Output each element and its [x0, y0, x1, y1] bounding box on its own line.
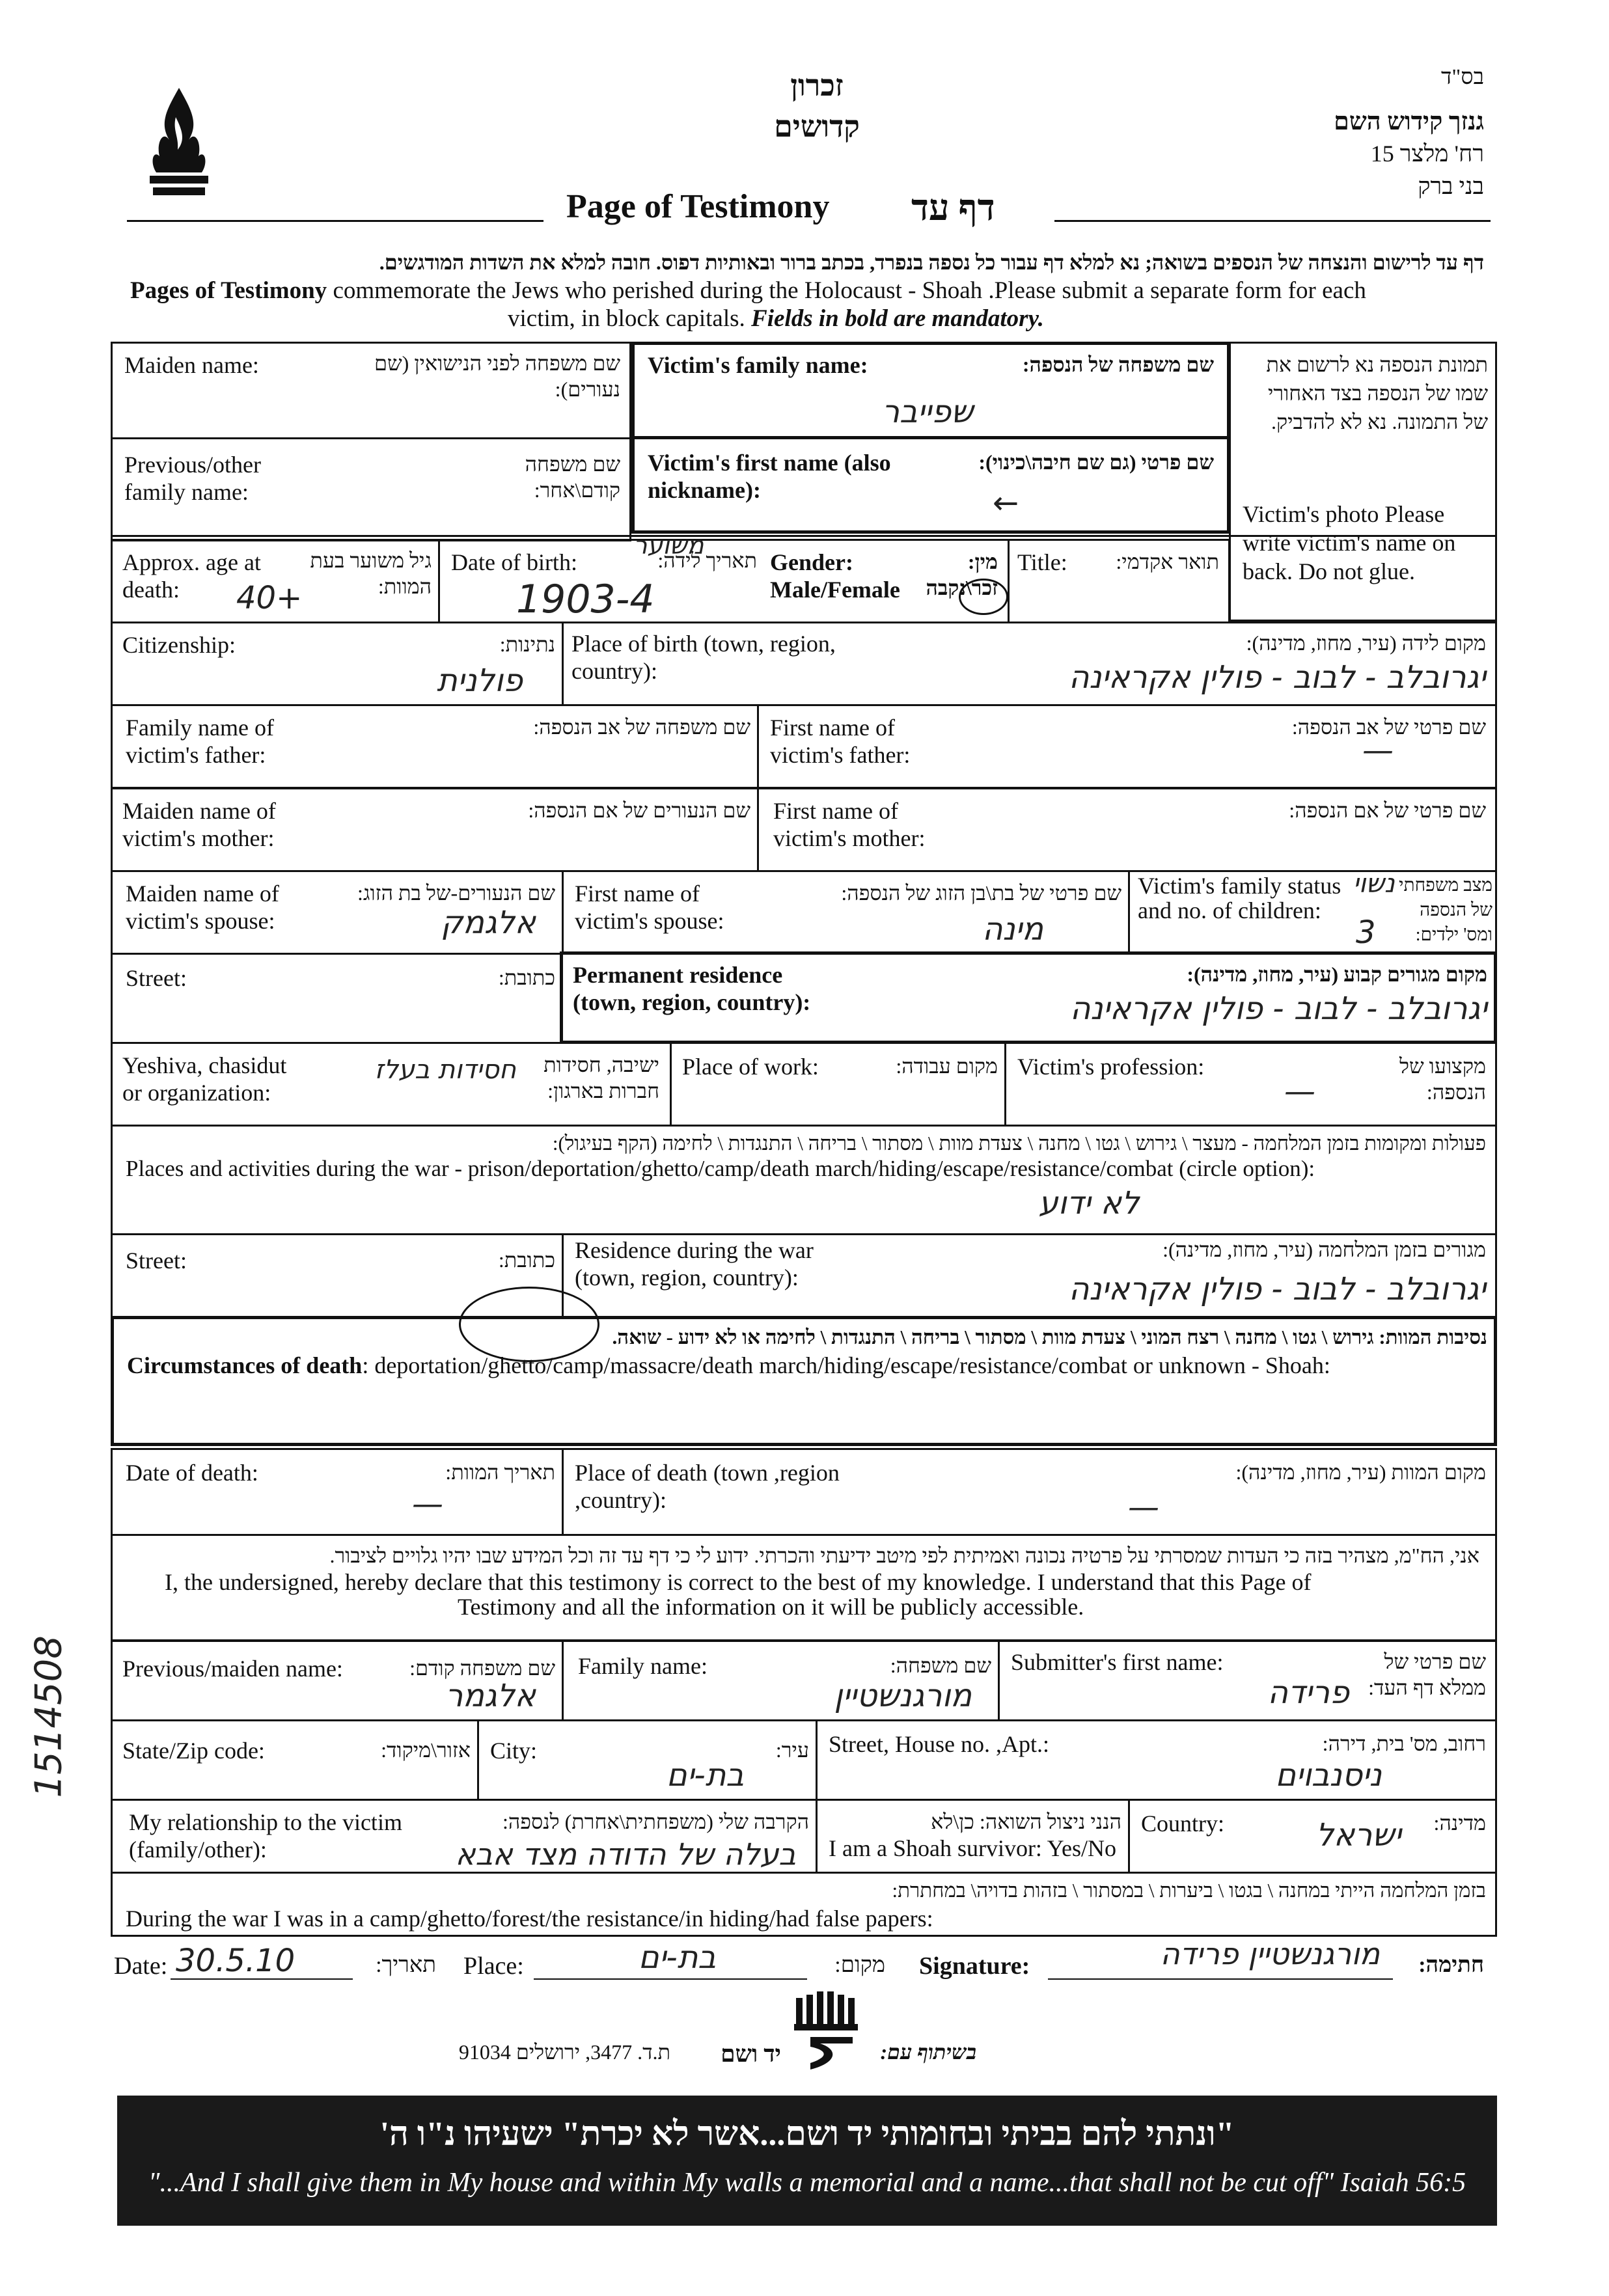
street-house-value: ניסנבוים — [1275, 1757, 1382, 1794]
row-spouse — [111, 870, 1497, 955]
children-count-value: 3 — [1356, 914, 1376, 951]
intro-bold-lead: Pages of Testimony — [130, 277, 327, 304]
war-street-label-he: כתובת: — [498, 1248, 555, 1272]
yad-vashem-name: יד ושם — [721, 2041, 781, 2067]
previous-name-label: Previous/other family name: — [124, 452, 261, 505]
title-label: Title: — [1017, 549, 1067, 575]
spouse-first-label: First name of victim's spouse: — [575, 881, 724, 934]
yad-vashem-address: ת.ד. 3477, ירושלים 91034 — [458, 2040, 670, 2064]
activities-value: לא ידוע — [1038, 1185, 1140, 1222]
row-father — [111, 704, 1497, 789]
relation-value: בעלה של הדודה מצד אבא — [455, 1837, 796, 1872]
work-label: Place of work: — [682, 1054, 819, 1080]
photo-instructions-en: Victim's photo Please write victim's name on back. Do not glue. — [1243, 501, 1456, 584]
header-center-1: זכרון — [790, 69, 844, 102]
row-activities — [111, 1125, 1497, 1235]
dob-label-he: תאריך לידה: — [657, 549, 757, 572]
citizenship-label: Citizenship: — [122, 632, 236, 658]
submitter-prev-label-he: שם משפחה קודם: — [409, 1656, 555, 1680]
previous-name-box — [111, 437, 631, 541]
city-label: City: — [490, 1738, 538, 1764]
work-label-he: מקום עבודה: — [896, 1054, 998, 1078]
citizenship-label-he: נתינות: — [499, 633, 555, 656]
residence-value: יגרובלב - לבוב - פולין אקראינה — [1069, 991, 1487, 1027]
date-label-he: תאריך: — [376, 1953, 436, 1977]
submitter-family-label-he: שם משפחה: — [890, 1654, 991, 1677]
circumstances-label-he: נסיבות המוות: גירוש \ גטו \ מחנה \ רצח המוני \ צעדת מוות \ מסתור \ בריחה \ התנגדות \ לחימה או לא ידוע - שואה. — [612, 1326, 1487, 1348]
previous-name-label-he: שם משפחה קודם\אחר: — [525, 452, 620, 502]
maiden-name-label: Maiden name: — [124, 352, 259, 378]
signature-value: מורגנשטיין פרידה — [1160, 1936, 1380, 1971]
row-submitter-address — [111, 1719, 1497, 1801]
place-value: בת-ים — [638, 1939, 716, 1976]
submitter-first-label: Submitter's first name: — [1011, 1649, 1224, 1675]
birth-place-label: Place of birth (town, region, country): — [571, 631, 836, 684]
city-value: בת-ים — [666, 1757, 744, 1794]
birth-place-value: יגרובלב - לבוב - פולין אקראינה — [1068, 659, 1486, 696]
activities-label-he: פעולות ומקומות בזמן המלחמה - מעצר \ גירוש \ גטו \ מחנה \ צעדת מוות \ מסתור \ בריחה \ התנגדות \ לחימה (הקף בעיגול): — [552, 1132, 1486, 1155]
mother-first-label: First name of victim's mother: — [773, 798, 926, 851]
death-date-value: — — [412, 1486, 443, 1522]
yad-vashem-logo-icon — [791, 1988, 862, 2073]
place-label: Place: — [463, 1952, 524, 1980]
header-center-2: קדושים — [774, 110, 860, 143]
declaration-en-1: I, the undersigned, hereby declare that this testimony is correct to the best of my knowledge. I understand that this Page of — [165, 1569, 1312, 1595]
banner-quote-he: "ונתתי להם בביתי ובחומותי יד ושם...אשר לא יכרת" ישעיהו נ"ו ה' — [379, 2116, 1235, 2153]
date-label: Date: — [114, 1952, 168, 1980]
dob-note: משוער — [633, 531, 704, 560]
declaration-he: אני, הח"מ, מצהיר בזה כי העדות שמסרתי על פרטיה נכונה ואמיתית לפי מיטב ידיעתי והכרתי. ידוע לי כי דף עד זה וכל המידע שבו יהיו גלויים לציבור. — [329, 1544, 1479, 1567]
page-title-he: דף עד — [911, 188, 995, 228]
header-rule-right — [1054, 220, 1491, 222]
death-place-value: — — [1128, 1489, 1159, 1525]
page-title-en: Page of Testimony — [566, 188, 830, 225]
street-house-label: Street, House no. ,Apt.: — [829, 1731, 1049, 1757]
intro-mandatory-note: Fields in bold are mandatory. — [751, 305, 1044, 332]
dob-label: Date of birth: — [451, 549, 577, 575]
family-status-label-he: מצב משפחתי של הנספה ומס' ילדים: — [1399, 875, 1492, 945]
permanent-residence-box — [560, 951, 1497, 1044]
row-war-residence — [111, 1233, 1497, 1318]
submitter-family-value: מורגנשטיין — [834, 1678, 972, 1714]
header-right-2: גנזך קידוש השם — [1334, 108, 1484, 135]
yeshiva-value: חסידות בעלז — [374, 1055, 516, 1085]
family-name-box — [631, 342, 1230, 439]
signature-label: Signature: — [919, 1952, 1030, 1980]
dob-value: 1903-4 — [516, 577, 655, 622]
first-name-box — [631, 436, 1230, 534]
gender-label: Gender: Male/Female — [770, 549, 900, 603]
circumstances-label — [127, 1352, 1494, 1379]
banner-quote-en: "...And I shall give them in My house and within My walls a memorial and a name...that shall not be cut off" Isaiah 56:5 — [148, 2168, 1466, 2198]
state-zip-label: State/Zip code: — [122, 1738, 265, 1764]
spouse-first-value: מינה — [982, 911, 1043, 948]
first-name-value: ← — [993, 485, 1019, 521]
war-residence-label-he: מגורים בזמן המלחמה (עיר, מחוז, מדינה): — [1162, 1238, 1486, 1261]
row-mother — [111, 787, 1497, 872]
profession-label-he: מקצועו של הנספה: — [1399, 1054, 1486, 1104]
row-age — [111, 531, 1230, 623]
war-status-label: During the war I was in a camp/ghetto/forest/the resistance/in hiding/had false papers: — [126, 1906, 933, 1932]
family-status-label: Victim's family status and no. of children: — [1138, 873, 1341, 923]
death-place-label-he: מקום המוות (עיר, מחוז, מדינה): — [1235, 1460, 1486, 1484]
title-label-he: תואר אקדמי: — [1116, 550, 1219, 573]
header-right-3: רח' מלצר 15 — [1370, 141, 1484, 167]
row-submitter-names — [111, 1640, 1497, 1721]
country-label: Country: — [1141, 1811, 1225, 1837]
relation-label: My relationship to the victim (family/other): — [129, 1809, 402, 1863]
row-yeshiva — [111, 1042, 1497, 1127]
intro-body-2: victim, in block capitals. — [508, 305, 745, 332]
war-residence-value: יגרובלב - לבוב - פולין אקראינה — [1068, 1271, 1486, 1307]
father-first-value: — — [1362, 732, 1394, 769]
street-label: Street: — [126, 965, 187, 991]
submitter-first-value: פרידה — [1267, 1674, 1349, 1711]
spouse-maiden-value: אלגמק — [441, 905, 536, 941]
flame-logo-icon — [140, 85, 218, 198]
intro-english-line2 — [508, 305, 1159, 333]
spouse-maiden-label-he: שם הנעורים-של בת הזוג: — [357, 881, 555, 905]
date-value: 30.5.10 — [176, 1943, 296, 1979]
photo-instructions-he: תמונת הנספה נא לרשום את שמו של הנספה בצד האחורי של התמונה. נא לא להדביק. — [1266, 353, 1488, 433]
submitter-prev-label: Previous/maiden name: — [122, 1656, 343, 1682]
first-name-label: Victim's first name (also nickname): — [648, 450, 891, 503]
intro-hebrew: דף עד לרישום והנצחה של הנספים בשואה; נא למלא דף עבור כל נספה בנפרד, בכתב ברור ובאותיות דפוס. חובה למלא את השדות המודגשים. — [379, 251, 1484, 274]
family-status-value: נשוי — [1353, 869, 1395, 899]
first-name-label-he: שם פרטי (גם שם חיבה\כינוי): — [978, 450, 1214, 474]
declaration-en-2: Testimony and all the information on it will be publicly accessible. — [458, 1594, 1084, 1620]
header-right-1: בס"ד — [1441, 65, 1484, 89]
profession-value: — — [1284, 1073, 1315, 1110]
photo-box — [1229, 342, 1497, 622]
profession-label: Victim's profession: — [1017, 1054, 1205, 1080]
death-place-label: Place of death (town ,region ,country): — [575, 1460, 840, 1513]
place-label-he: מקום: — [834, 1953, 885, 1977]
spouse-maiden-label: Maiden name of victim's spouse: — [126, 881, 279, 934]
father-family-label: Family name of victim's father: — [126, 715, 274, 768]
age-label: Approx. age at death: — [122, 549, 261, 603]
war-status-label-he: בזמן המלחמה הייתי במחנה \ בגטו \ ביערות \ במסתור \ בזהות בדויה\ במחתרת: — [892, 1879, 1486, 1902]
side-archive-number: 1514508 — [27, 1635, 70, 1798]
father-family-label-he: שם משפחה של אב הנספה: — [533, 715, 750, 739]
gender-label-he: מין: זכר\נקבה — [926, 550, 998, 599]
survivor-label-he: הנני ניצול השואה: כן\לא — [931, 1810, 1121, 1833]
maiden-name-label-he: שם משפחה לפני הנישואין (שם נעורים): — [374, 351, 620, 401]
row-submitter-relation — [111, 1799, 1497, 1874]
declaration-box — [111, 1534, 1497, 1641]
submitter-prev-value: אלגמר — [445, 1678, 536, 1714]
mother-first-label-he: שם פרטי של אם הנספה: — [1289, 799, 1486, 822]
family-name-value: שפייבר — [881, 394, 974, 430]
war-street-label: Street: — [126, 1248, 187, 1274]
age-label-he: גיל משוער בעת המוות: — [310, 549, 432, 598]
activities-label: Places and activities during the war - prison/deportation/ghetto/camp/death march/hiding/escape/resistance/combat (circle option): — [126, 1156, 1315, 1181]
street-house-label-he: רחוב, מס' בית, דירה: — [1322, 1732, 1486, 1755]
row-citizenship — [111, 622, 1497, 706]
country-label-he: מדינה: — [1433, 1811, 1486, 1835]
cooperation-label-he: בשיתוף עם: — [880, 2040, 976, 2064]
mother-maiden-label-he: שם הנעורים של אם הנספה: — [528, 799, 750, 822]
yeshiva-label-he: ישיבה, חסידות חברות בארגון: — [543, 1053, 659, 1102]
street-label-he: כתובת: — [498, 966, 555, 989]
country-value: ישראל — [1315, 1817, 1401, 1853]
header-right-4: בני ברק — [1418, 173, 1484, 199]
submitter-family-label: Family name: — [578, 1653, 708, 1679]
birth-place-label-he: מקום לידה (עיר, מחוז, מדינה): — [1246, 631, 1486, 655]
row-submitter-war — [111, 1872, 1497, 1937]
mother-maiden-label: Maiden name of victim's mother: — [122, 798, 276, 851]
unknown-circle — [459, 1287, 599, 1362]
family-name-label-he: שם משפחה של הנספה: — [1022, 353, 1214, 376]
submitter-first-label-he: שם פרטי של ממלא דף העד: — [1368, 1650, 1486, 1699]
death-date-label: Date of death: — [126, 1460, 258, 1486]
quote-banner — [117, 2096, 1497, 2226]
father-first-label-he: שם פרטי של אב הנספה: — [1291, 715, 1486, 739]
intro-body: commemorate the Jews who perished during the Holocaust - Shoah .Please submit a separate form for each — [333, 277, 1366, 304]
row-death — [111, 1448, 1497, 1536]
circumstances-options: : deportation/ghetto/camp/massacre/death march/hiding/escape/resistance/combat or unknown - Shoah: — [362, 1352, 1330, 1378]
citizenship-value: פולנית — [437, 663, 523, 699]
death-date-label-he: תאריך המוות: — [445, 1460, 555, 1484]
age-value: 40+ — [236, 580, 303, 616]
yeshiva-label: Yeshiva, chasidut or organization: — [122, 1052, 287, 1106]
survivor-label: I am a Shoah survivor: Yes/No — [829, 1835, 1116, 1861]
city-label-he: עיר: — [775, 1738, 809, 1762]
war-residence-label: Residence during the war (town, region, country): — [575, 1237, 814, 1291]
intro-english-line1 — [130, 277, 1484, 305]
state-zip-label-he: אזור\מיקוד: — [381, 1738, 471, 1762]
spouse-first-label-he: שם פרטי של בת\בן הזוג של הנספה: — [841, 881, 1121, 905]
circumstances-box — [111, 1316, 1497, 1446]
family-name-label: Victim's family name: — [648, 352, 868, 378]
signature-label-he: חתימה: — [1418, 1953, 1484, 1977]
residence-label: Permanent residence (town, region, country): — [573, 962, 811, 1015]
relation-label-he: הקרבה שלי (משפחתית\אחרת) לנספה: — [502, 1810, 809, 1833]
father-first-label: First name of victim's father: — [770, 715, 911, 768]
gender-circle — [959, 579, 1008, 615]
residence-label-he: מקום מגורים קבוע (עיר, מחוז, מדינה): — [1187, 963, 1487, 986]
circumstances-title: Circumstances of death — [127, 1352, 363, 1378]
header-rule-left — [127, 220, 543, 222]
maiden-name-box — [111, 342, 631, 439]
